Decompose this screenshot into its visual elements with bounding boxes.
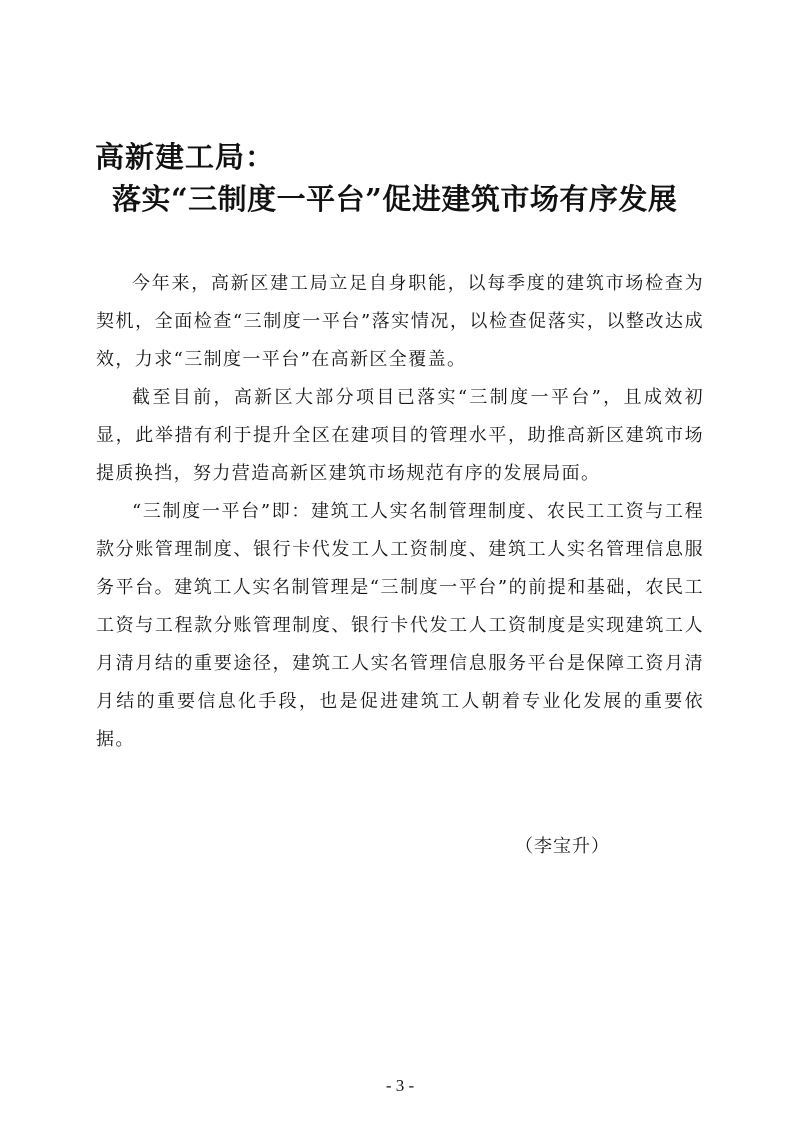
article-title-line-2: 落实“三制度一平台”促进建筑市场有序发展 [112,182,678,216]
author-signature: （李宝升） [515,836,610,857]
body-paragraph-1: 今年来，高新区建工局立足自身职能，以每季度的建筑市场检查为契机，全面检查“三制度一平台”落实情况，以检查促落实，以整改达成效，力求“三制度一平台”在高新区全覆盖。 [96,273,704,370]
page-number: - 3 - [385,1076,415,1095]
article-title [95,136,735,220]
body-paragraph-2: 截至目前，高新区大部分项目已落实“三制度一平台”，且成效初显，此举措有利于提升全区在建项目的管理水平，助推高新区建筑市场提质换挡，努力营造高新区建筑市场规范有序的发展局面。 [96,387,704,484]
article-body [96,265,704,759]
article-title-line-1: 高新建工局： [95,140,276,174]
body-paragraph-3: “三制度一平台”即：建筑工人实名制管理制度、农民工工资与工程款分账管理制度、银行卡代发工人工资制度、建筑工人实名管理信息服务平台。建筑工人实名制管理是“三制度一平台”的前提和基础，农民工工资与工程款分账管理制度、银行卡代发工人工资制度是实现建筑工人月清月结的重要途径，建筑工人实名管理信息服务平台是保障工资月清月结的重要信息化手段，也是促进建筑工人朝着专业化发展的重要依据。 [96,501,704,750]
